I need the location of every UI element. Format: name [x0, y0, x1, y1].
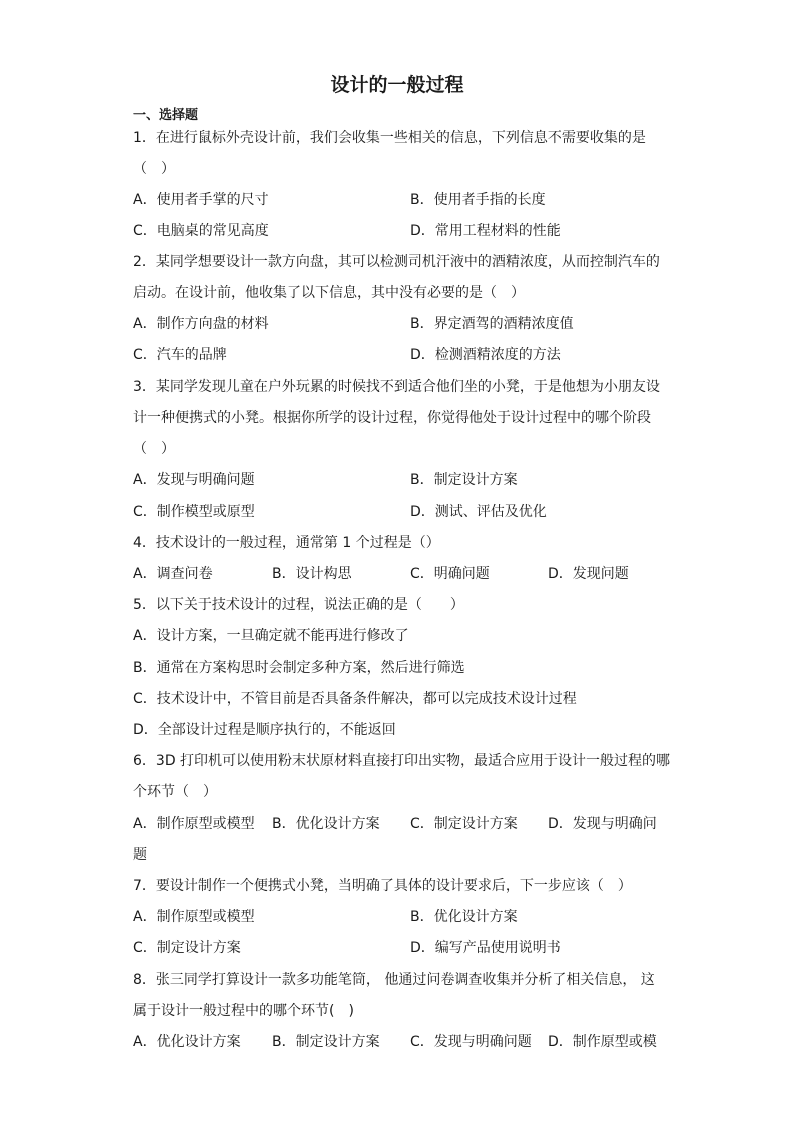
question-6-option-d-continued: 题 [133, 847, 147, 863]
question-3-stem: 计一种便携式的小凳。根据你所学的设计过程，你觉得他处于设计过程中的哪个阶段 [133, 410, 651, 426]
page-title: 设计的一般过程 [330, 74, 464, 96]
question-4-option-c: C．明确问题 [410, 566, 490, 582]
question-6-stem: 个环节（ ） [133, 784, 217, 800]
question-3-option-c: C．制作模型或原型 [133, 504, 255, 520]
question-2-stem: 启动。在设计前，他收集了以下信息，其中没有必要的是（ ） [133, 285, 525, 301]
question-5-option-b: B．通常在方案构思时会制定多种方案，然后进行筛选 [133, 660, 465, 676]
question-3-stem: 3．某同学发现儿童在户外玩累的时候找不到适合他们坐的小凳，于是他想为小朋友设 [133, 379, 660, 395]
question-3-option-d: D．测试、评估及优化 [410, 504, 547, 520]
question-2-stem: 2．某同学想要设计一款方向盘，其可以检测司机汗液中的酒精浓度，从而控制汽车的 [133, 254, 660, 270]
question-1-option-c: C．电脑桌的常见高度 [133, 223, 269, 239]
question-7-stem: 7．要设计制作一个便携式小凳，当明确了具体的设计要求后，下一步应该（ ） [133, 878, 632, 894]
question-4-option-a: A．调查问卷 [133, 566, 213, 582]
question-3-stem: （ ） [133, 441, 175, 457]
question-1-option-b: B．使用者手指的长度 [410, 192, 546, 208]
question-3-option-a: A．发现与明确问题 [133, 472, 255, 488]
question-6-option-a: A．制作原型或模型 [133, 816, 255, 832]
question-1-stem: 1．在进行鼠标外壳设计前，我们会收集一些相关的信息，下列信息不需要收集的是 [133, 130, 646, 146]
question-1-stem: （ ） [133, 161, 175, 177]
question-5-option-c: C．技术设计中，不管目前是否具备条件解决，都可以完成技术设计过程 [133, 691, 577, 707]
question-5-option-d: D．全部设计过程是顺序执行的，不能返回 [133, 722, 396, 738]
question-3-option-b: B．制定设计方案 [410, 472, 518, 488]
question-8-stem: 8．张三同学打算设计一款多功能笔筒， 他通过问卷调查收集并分析了相关信息， 这 [133, 972, 655, 988]
question-6-option-d: D．发现与明确问 [548, 816, 657, 832]
question-8-option-a: A．优化设计方案 [133, 1034, 241, 1050]
question-5-stem: 5．以下关于技术设计的过程，说法正确的是（ ） [133, 597, 464, 613]
question-6-stem: 6．3D 打印机可以使用粉末状原材料直接打印出实物，最适合应用于设计一般过程的哪 [133, 753, 671, 769]
question-7-option-c: C．制定设计方案 [133, 940, 241, 956]
question-7-option-d: D．编写产品使用说明书 [410, 940, 561, 956]
question-4-stem: 4．技术设计的一般过程，通常第 1 个过程是（） [133, 535, 440, 551]
question-1-option-d: D．常用工程材料的性能 [410, 223, 561, 239]
question-8-option-d: D．制作原型或模 [548, 1034, 657, 1050]
question-4-option-b: B．设计构思 [272, 566, 352, 582]
question-7-option-b: B．优化设计方案 [410, 909, 518, 925]
question-8-option-b: B．制定设计方案 [272, 1034, 380, 1050]
question-2-option-b: B．界定酒驾的酒精浓度值 [410, 316, 574, 332]
section-heading: 一、选择题 [133, 108, 199, 123]
question-1-option-a: A．使用者手掌的尺寸 [133, 192, 269, 208]
question-6-option-b: B．优化设计方案 [272, 816, 380, 832]
question-2-option-c: C．汽车的品牌 [133, 347, 227, 363]
question-2-option-d: D．检测酒精浓度的方法 [410, 347, 561, 363]
question-2-option-a: A．制作方向盘的材料 [133, 316, 269, 332]
question-7-option-a: A．制作原型或模型 [133, 909, 255, 925]
question-5-option-a: A．设计方案，一旦确定就不能再进行修改了 [133, 628, 409, 644]
question-6-option-c: C．制定设计方案 [410, 816, 518, 832]
question-8-option-c: C．发现与明确问题 [410, 1034, 532, 1050]
question-8-stem: 属于设计一般过程中的哪个环节( ) [133, 1003, 354, 1019]
question-4-option-d: D．发现问题 [548, 566, 629, 582]
